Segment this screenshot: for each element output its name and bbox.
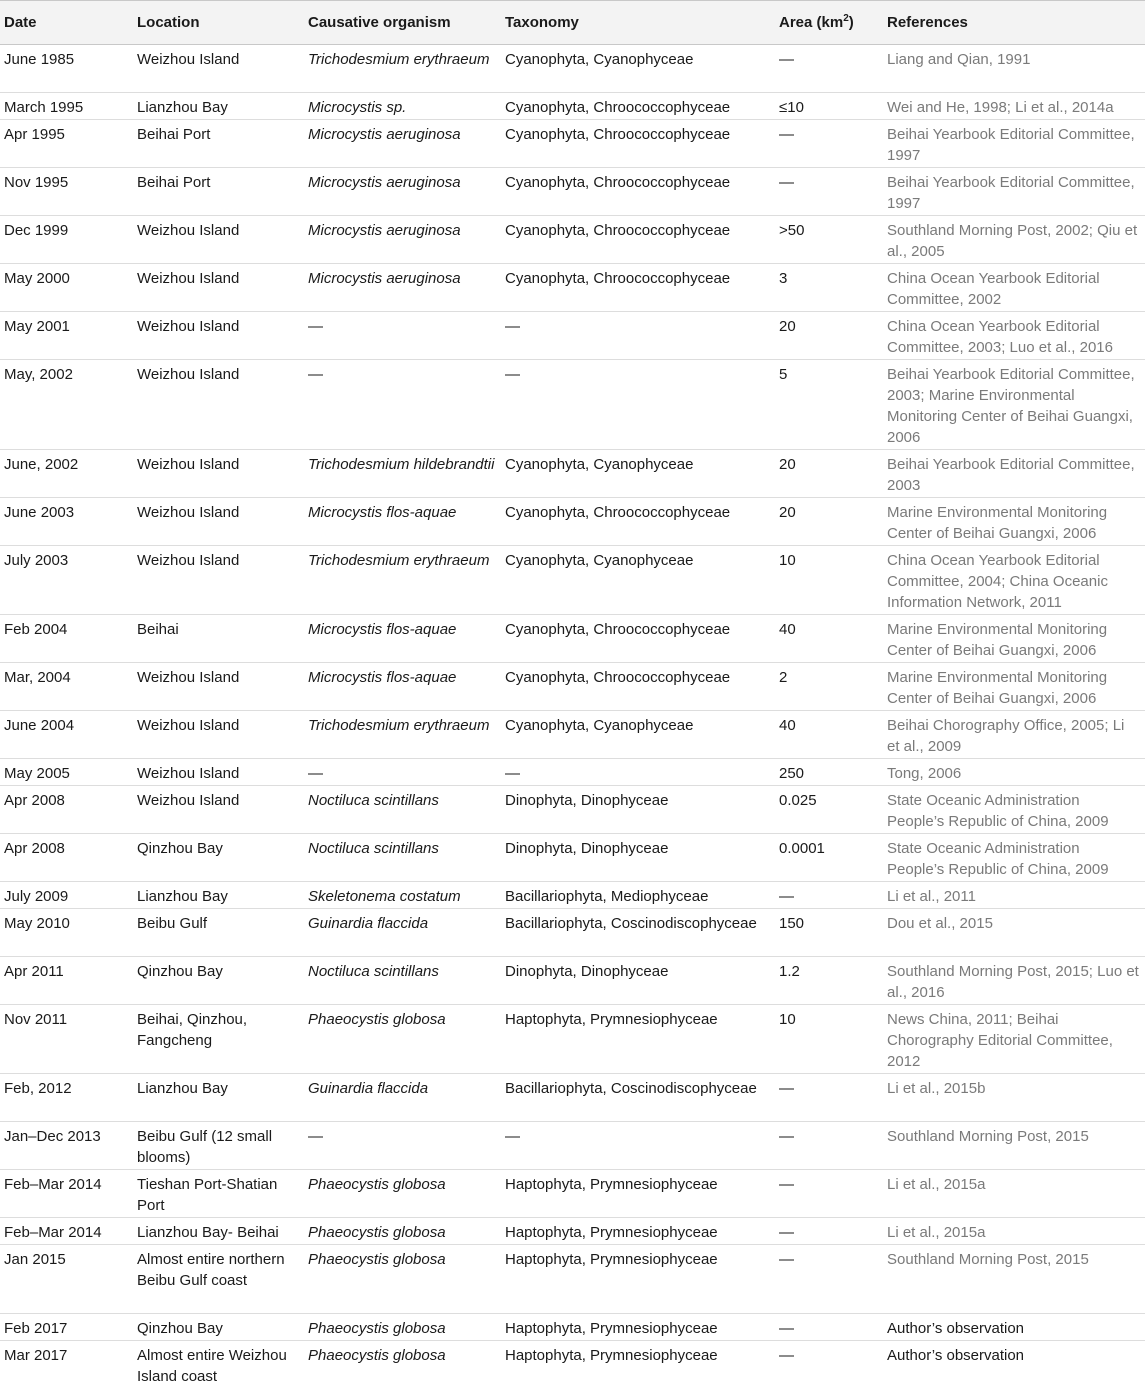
- cell-organism: —: [304, 360, 501, 450]
- cell-taxonomy: Bacillariophyta, Mediophyceae: [501, 882, 775, 909]
- cell-taxonomy: Cyanophyta, Chroococcophyceae: [501, 216, 775, 264]
- cell-date: May 2000: [0, 264, 133, 312]
- header-area-close: ): [849, 14, 854, 31]
- cell-date: Apr 1995: [0, 120, 133, 168]
- table-row: [0, 312, 1145, 360]
- cell-location: Beihai: [133, 615, 304, 663]
- cell-area: 40: [775, 615, 883, 663]
- table-row: [0, 45, 1145, 93]
- cell-organism: Trichodesmium erythraeum: [304, 546, 501, 615]
- cell-references: Beihai Yearbook Editorial Committee, 1997: [883, 168, 1145, 216]
- cell-date: Feb 2004: [0, 615, 133, 663]
- table-row: [0, 882, 1145, 909]
- cell-references: Author’s observation: [883, 1314, 1145, 1341]
- table-row: [0, 120, 1145, 168]
- table-row: [0, 1170, 1145, 1218]
- cell-taxonomy: Haptophyta, Prymnesiophyceae: [501, 1170, 775, 1218]
- cell-organism: Phaeocystis globosa: [304, 1245, 501, 1314]
- cell-date: May 2005: [0, 759, 133, 786]
- cell-taxonomy: Haptophyta, Prymnesiophyceae: [501, 1218, 775, 1245]
- cell-references: News China, 2011; Beihai Chorography Editorial Committee, 2012: [883, 1005, 1145, 1074]
- cell-date: Nov 2011: [0, 1005, 133, 1074]
- cell-location: Beibu Gulf (12 small blooms): [133, 1122, 304, 1170]
- cell-area: —: [775, 1170, 883, 1218]
- cell-references: Dou et al., 2015: [883, 909, 1145, 957]
- cell-area: —: [775, 1074, 883, 1122]
- cell-date: July 2003: [0, 546, 133, 615]
- cell-location: Beihai Port: [133, 120, 304, 168]
- cell-references: Liang and Qian, 1991: [883, 45, 1145, 93]
- cell-organism: Noctiluca scintillans: [304, 834, 501, 882]
- cell-taxonomy: Dinophyta, Dinophyceae: [501, 834, 775, 882]
- cell-location: Weizhou Island: [133, 450, 304, 498]
- table-row: [0, 498, 1145, 546]
- cell-references: State Oceanic Administration People’s Republic of China, 2009: [883, 834, 1145, 882]
- cell-area: 0.0001: [775, 834, 883, 882]
- cell-taxonomy: Haptophyta, Prymnesiophyceae: [501, 1245, 775, 1314]
- cell-references: Tong, 2006: [883, 759, 1145, 786]
- table-row: [0, 786, 1145, 834]
- cell-location: Beihai, Qinzhou, Fangcheng: [133, 1005, 304, 1074]
- cell-organism: Skeletonema costatum: [304, 882, 501, 909]
- table-row: [0, 1314, 1145, 1341]
- cell-area: 10: [775, 546, 883, 615]
- table-row: [0, 546, 1145, 615]
- table-row: [0, 711, 1145, 759]
- cell-date: Jan–Dec 2013: [0, 1122, 133, 1170]
- cell-date: June, 2002: [0, 450, 133, 498]
- header-location: Location: [133, 1, 304, 45]
- table-row: [0, 1074, 1145, 1122]
- table-header: [0, 1, 1145, 45]
- table-row: [0, 1341, 1145, 1387]
- cell-area: 150: [775, 909, 883, 957]
- cell-taxonomy: Bacillariophyta, Coscinodiscophyceae: [501, 1074, 775, 1122]
- cell-location: Qinzhou Bay: [133, 1314, 304, 1341]
- cell-area: 20: [775, 498, 883, 546]
- cell-references: Southland Morning Post, 2015; Luo et al., 2016: [883, 957, 1145, 1005]
- cell-references: Author’s observation: [883, 1341, 1145, 1387]
- cell-location: Lianzhou Bay: [133, 1074, 304, 1122]
- cell-taxonomy: —: [501, 312, 775, 360]
- cell-references: Southland Morning Post, 2015: [883, 1122, 1145, 1170]
- table-row: [0, 1218, 1145, 1245]
- cell-references: China Ocean Yearbook Editorial Committee, 2004; China Oceanic Information Network, 2011: [883, 546, 1145, 615]
- cell-taxonomy: Haptophyta, Prymnesiophyceae: [501, 1314, 775, 1341]
- cell-taxonomy: Cyanophyta, Cyanophyceae: [501, 546, 775, 615]
- cell-organism: Trichodesmium erythraeum: [304, 711, 501, 759]
- cell-location: Weizhou Island: [133, 498, 304, 546]
- cell-references: Beihai Yearbook Editorial Committee, 2003; Marine Environmental Monitoring Center of Beihai Guangxi, 2006: [883, 360, 1145, 450]
- cell-organism: —: [304, 312, 501, 360]
- cell-taxonomy: —: [501, 759, 775, 786]
- table-row: [0, 264, 1145, 312]
- cell-organism: Guinardia flaccida: [304, 909, 501, 957]
- cell-location: Weizhou Island: [133, 312, 304, 360]
- cell-area: 250: [775, 759, 883, 786]
- cell-area: —: [775, 1341, 883, 1387]
- cell-references: Southland Morning Post, 2015: [883, 1245, 1145, 1314]
- header-taxonomy: Taxonomy: [501, 1, 775, 45]
- table-row: [0, 834, 1145, 882]
- cell-location: Beihai Port: [133, 168, 304, 216]
- cell-references: China Ocean Yearbook Editorial Committee, 2003; Luo et al., 2016: [883, 312, 1145, 360]
- cell-date: Mar, 2004: [0, 663, 133, 711]
- cell-organism: Trichodesmium hildebrandtii: [304, 450, 501, 498]
- cell-location: Weizhou Island: [133, 216, 304, 264]
- cell-location: Almost entire Weizhou Island coast: [133, 1341, 304, 1387]
- cell-area: —: [775, 1218, 883, 1245]
- cell-area: 10: [775, 1005, 883, 1074]
- cell-taxonomy: Cyanophyta, Cyanophyceae: [501, 450, 775, 498]
- cell-area: ≤10: [775, 93, 883, 120]
- cell-area: 40: [775, 711, 883, 759]
- cell-organism: Guinardia flaccida: [304, 1074, 501, 1122]
- table-row: [0, 957, 1145, 1005]
- header-date: Date: [0, 1, 133, 45]
- cell-area: —: [775, 1314, 883, 1341]
- header-organism: Causative organism: [304, 1, 501, 45]
- cell-references: Li et al., 2015a: [883, 1170, 1145, 1218]
- cell-references: Beihai Yearbook Editorial Committee, 1997: [883, 120, 1145, 168]
- cell-references: State Oceanic Administration People’s Republic of China, 2009: [883, 786, 1145, 834]
- cell-taxonomy: Cyanophyta, Chroococcophyceae: [501, 120, 775, 168]
- table-row: [0, 360, 1145, 450]
- cell-location: Almost entire northern Beibu Gulf coast: [133, 1245, 304, 1314]
- cell-taxonomy: Dinophyta, Dinophyceae: [501, 786, 775, 834]
- cell-organism: Phaeocystis globosa: [304, 1341, 501, 1387]
- cell-area: —: [775, 168, 883, 216]
- cell-date: Feb–Mar 2014: [0, 1218, 133, 1245]
- cell-date: Apr 2008: [0, 786, 133, 834]
- cell-date: Dec 1999: [0, 216, 133, 264]
- header-area-superscript: 2: [843, 13, 849, 24]
- cell-area: 20: [775, 312, 883, 360]
- cell-date: Feb 2017: [0, 1314, 133, 1341]
- cell-taxonomy: Haptophyta, Prymnesiophyceae: [501, 1341, 775, 1387]
- cell-area: 20: [775, 450, 883, 498]
- cell-references: Marine Environmental Monitoring Center of Beihai Guangxi, 2006: [883, 498, 1145, 546]
- cell-references: Marine Environmental Monitoring Center of Beihai Guangxi, 2006: [883, 663, 1145, 711]
- cell-organism: Phaeocystis globosa: [304, 1314, 501, 1341]
- table-row: [0, 1122, 1145, 1170]
- cell-location: Weizhou Island: [133, 360, 304, 450]
- cell-organism: Trichodesmium erythraeum: [304, 45, 501, 93]
- cell-date: Feb, 2012: [0, 1074, 133, 1122]
- cell-location: Weizhou Island: [133, 786, 304, 834]
- cell-organism: Microcystis aeruginosa: [304, 264, 501, 312]
- cell-taxonomy: Cyanophyta, Chroococcophyceae: [501, 264, 775, 312]
- cell-references: Li et al., 2015a: [883, 1218, 1145, 1245]
- cell-organism: Noctiluca scintillans: [304, 786, 501, 834]
- cell-organism: Phaeocystis globosa: [304, 1005, 501, 1074]
- cell-organism: Microcystis flos-aquae: [304, 663, 501, 711]
- cell-references: Marine Environmental Monitoring Center of Beihai Guangxi, 2006: [883, 615, 1145, 663]
- cell-taxonomy: Cyanophyta, Chroococcophyceae: [501, 663, 775, 711]
- cell-date: May 2001: [0, 312, 133, 360]
- cell-organism: Phaeocystis globosa: [304, 1170, 501, 1218]
- cell-organism: Noctiluca scintillans: [304, 957, 501, 1005]
- table-row: [0, 216, 1145, 264]
- cell-organism: Microcystis aeruginosa: [304, 216, 501, 264]
- cell-references: Beihai Chorography Office, 2005; Li et al., 2009: [883, 711, 1145, 759]
- cell-taxonomy: Cyanophyta, Chroococcophyceae: [501, 93, 775, 120]
- cell-date: Nov 1995: [0, 168, 133, 216]
- cell-references: Southland Morning Post, 2002; Qiu et al., 2005: [883, 216, 1145, 264]
- cell-taxonomy: Cyanophyta, Chroococcophyceae: [501, 498, 775, 546]
- cell-date: May 2010: [0, 909, 133, 957]
- cell-area: >50: [775, 216, 883, 264]
- table-row: [0, 1245, 1145, 1314]
- cell-organism: Microcystis aeruginosa: [304, 120, 501, 168]
- header-area: [775, 1, 883, 45]
- cell-taxonomy: Cyanophyta, Chroococcophyceae: [501, 168, 775, 216]
- cell-taxonomy: Cyanophyta, Chroococcophyceae: [501, 615, 775, 663]
- cell-date: July 2009: [0, 882, 133, 909]
- cell-date: Apr 2011: [0, 957, 133, 1005]
- cell-location: Lianzhou Bay: [133, 93, 304, 120]
- cell-organism: —: [304, 1122, 501, 1170]
- cell-taxonomy: Haptophyta, Prymnesiophyceae: [501, 1005, 775, 1074]
- table-row: [0, 93, 1145, 120]
- table-row: [0, 615, 1145, 663]
- cell-references: Li et al., 2015b: [883, 1074, 1145, 1122]
- cell-date: Apr 2008: [0, 834, 133, 882]
- cell-location: Qinzhou Bay: [133, 957, 304, 1005]
- cell-location: Tieshan Port-Shatian Port: [133, 1170, 304, 1218]
- table-row: [0, 909, 1145, 957]
- cell-organism: Microcystis aeruginosa: [304, 168, 501, 216]
- cell-date: Feb–Mar 2014: [0, 1170, 133, 1218]
- cell-taxonomy: Dinophyta, Dinophyceae: [501, 957, 775, 1005]
- cell-date: May, 2002: [0, 360, 133, 450]
- cell-area: —: [775, 1245, 883, 1314]
- cell-area: 0.025: [775, 786, 883, 834]
- cell-area: 5: [775, 360, 883, 450]
- cell-date: June 2003: [0, 498, 133, 546]
- table-row: [0, 759, 1145, 786]
- cell-area: —: [775, 1122, 883, 1170]
- header-row: [0, 1, 1145, 45]
- cell-location: Beibu Gulf: [133, 909, 304, 957]
- cell-area: —: [775, 120, 883, 168]
- cell-taxonomy: Cyanophyta, Cyanophyceae: [501, 45, 775, 93]
- cell-area: 3: [775, 264, 883, 312]
- cell-location: Qinzhou Bay: [133, 834, 304, 882]
- cell-date: Mar 2017: [0, 1341, 133, 1387]
- cell-location: Weizhou Island: [133, 711, 304, 759]
- table-row: [0, 168, 1145, 216]
- table-body: [0, 45, 1145, 1387]
- cell-location: Weizhou Island: [133, 264, 304, 312]
- cell-area: —: [775, 45, 883, 93]
- cell-taxonomy: Bacillariophyta, Coscinodiscophyceae: [501, 909, 775, 957]
- cell-organism: Microcystis flos-aquae: [304, 615, 501, 663]
- cell-area: 2: [775, 663, 883, 711]
- table-row: [0, 1005, 1145, 1074]
- cell-location: Weizhou Island: [133, 546, 304, 615]
- cell-location: Lianzhou Bay- Beihai: [133, 1218, 304, 1245]
- header-area-base: Area (km: [779, 14, 843, 31]
- table-row: [0, 450, 1145, 498]
- cell-location: Weizhou Island: [133, 663, 304, 711]
- cell-area: —: [775, 882, 883, 909]
- cell-organism: Microcystis flos-aquae: [304, 498, 501, 546]
- cell-area: 1.2: [775, 957, 883, 1005]
- cell-location: Weizhou Island: [133, 759, 304, 786]
- cell-taxonomy: Cyanophyta, Cyanophyceae: [501, 711, 775, 759]
- cell-location: Lianzhou Bay: [133, 882, 304, 909]
- cell-references: China Ocean Yearbook Editorial Committee, 2002: [883, 264, 1145, 312]
- cell-taxonomy: —: [501, 360, 775, 450]
- cell-organism: —: [304, 759, 501, 786]
- cell-organism: Microcystis sp.: [304, 93, 501, 120]
- cell-location: Weizhou Island: [133, 45, 304, 93]
- cell-taxonomy: —: [501, 1122, 775, 1170]
- cell-references: Beihai Yearbook Editorial Committee, 2003: [883, 450, 1145, 498]
- cell-date: June 2004: [0, 711, 133, 759]
- cell-date: Jan 2015: [0, 1245, 133, 1314]
- cell-references: Li et al., 2011: [883, 882, 1145, 909]
- cell-references: Wei and He, 1998; Li et al., 2014a: [883, 93, 1145, 120]
- table-row: [0, 663, 1145, 711]
- cell-date: March 1995: [0, 93, 133, 120]
- header-references: References: [883, 1, 1145, 45]
- cell-organism: Phaeocystis globosa: [304, 1218, 501, 1245]
- cell-date: June 1985: [0, 45, 133, 93]
